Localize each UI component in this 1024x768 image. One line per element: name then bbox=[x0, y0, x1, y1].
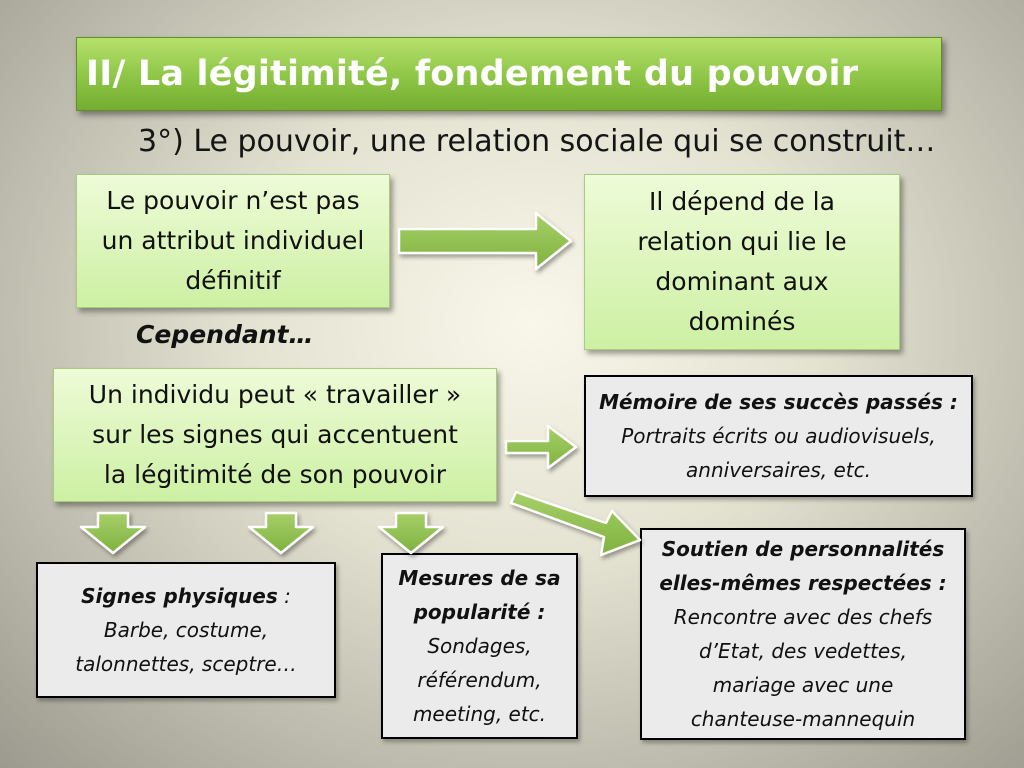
arrow-down-icon bbox=[379, 513, 443, 553]
popularity-line: meeting, etc. bbox=[412, 702, 547, 726]
memory-box-line: Portraits écrits ou audiovisuels, bbox=[621, 424, 936, 448]
support-box-heading: Soutien de personnalités bbox=[661, 537, 945, 561]
individual-box-text: Un individu peut « travailler » sur les signes qui accentuent la légitimité de son pouvoir bbox=[88, 380, 462, 489]
support-box-line: Rencontre avec des chefs bbox=[673, 605, 933, 629]
physical-signs-line: talonnettes, sceptre… bbox=[75, 652, 297, 676]
relation-box-text: Il dépend de la relation qui lie le dominant aux dominés bbox=[637, 187, 847, 336]
physical-signs-heading: Signes physiques : bbox=[81, 584, 291, 608]
arrow-down-icon bbox=[249, 513, 313, 553]
popularity-line: Sondages, bbox=[427, 634, 532, 658]
support-box-heading: elles-mêmes respectées : bbox=[659, 571, 947, 595]
arrow-down-icon bbox=[81, 513, 145, 553]
support-box-line: d’Etat, des vedettes, bbox=[698, 639, 908, 663]
slide-title: II/ La légitimité, fondement du pouvoir bbox=[86, 54, 859, 94]
slide-subtitle: 3°) Le pouvoir, une relation sociale qui se construit… bbox=[138, 124, 936, 159]
support-box-line: mariage avec une bbox=[712, 673, 894, 697]
cependant-label: Cependant… bbox=[136, 320, 314, 349]
attribute-box-text: Le pouvoir n’est pas un attribut individuel définitif bbox=[101, 186, 365, 295]
memory-box-line: anniversaires, etc. bbox=[686, 458, 871, 482]
support-box-line: chanteuse-mannequin bbox=[690, 707, 916, 731]
physical-signs-line: Barbe, costume, bbox=[103, 618, 269, 642]
popularity-heading: popularité : bbox=[413, 600, 546, 624]
popularity-line: référendum, bbox=[417, 668, 542, 692]
arrow-diagonal-icon bbox=[511, 492, 640, 555]
arrow-right-icon bbox=[399, 213, 571, 269]
memory-box-heading: Mémoire de ses succès passés : bbox=[599, 390, 958, 414]
popularity-heading: Mesures de sa bbox=[398, 566, 561, 590]
arrow-right-icon bbox=[506, 426, 576, 468]
